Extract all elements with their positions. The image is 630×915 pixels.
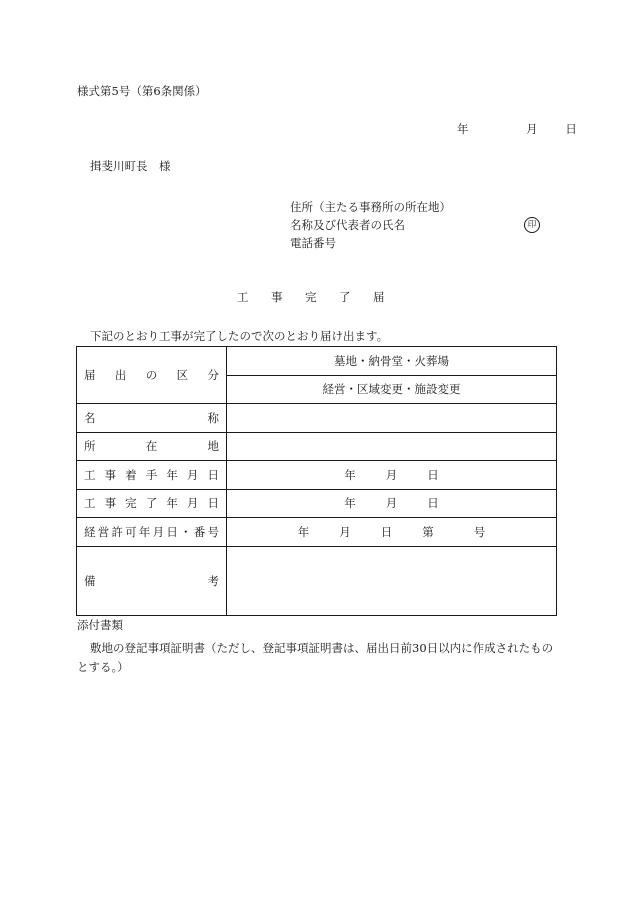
permit-label-cell: 経 営 許 可 年 月 日 ・ 番 号	[77, 518, 227, 547]
name-input-cell[interactable]	[227, 404, 557, 433]
completion-date-label-cell: 工 事 完 了 年 月 日	[77, 489, 227, 518]
sender-phone-label: 電話番号	[290, 236, 336, 250]
date-day-label: 日	[565, 122, 577, 136]
remarks-input-cell[interactable]	[227, 546, 557, 615]
category-label-cell: 届 出 の 区 分	[77, 347, 227, 404]
sender-block	[290, 198, 451, 252]
form-number: 様式第5号（第6条関係）	[77, 84, 207, 98]
addressee: 揖斐川町長 様	[90, 159, 171, 173]
title-char: 工	[237, 290, 249, 304]
date-year-label: 年	[457, 122, 469, 136]
start-date-label-cell: 工 事 着 手 年 月 日	[77, 461, 227, 490]
title-char: 完	[305, 290, 317, 304]
location-label-cell: 所 在 地	[77, 432, 227, 461]
title-char: 届	[373, 290, 385, 304]
attachments-body: 敷地の登記事項証明書（ただし、登記事項証明書は、届出日前30日以内に作成されたものとする。）	[77, 641, 554, 674]
completion-form-table	[76, 346, 557, 616]
permit-input-cell[interactable]: 年 月 日 第 号	[227, 518, 557, 547]
category-option-2[interactable]: 経営・区域変更・施設変更	[227, 375, 557, 404]
sender-name-label: 名称及び代表者の氏名	[290, 218, 405, 232]
date-month-label: 月	[526, 122, 538, 136]
sender-address-label: 住所（主たる事務所の所在地）	[290, 200, 451, 214]
seal-mark: 印	[524, 217, 540, 233]
location-input-cell[interactable]	[227, 432, 557, 461]
attachments-title: 添付書類	[77, 618, 123, 632]
name-label-cell: 名 称	[77, 404, 227, 433]
category-option-1[interactable]: 墓地・納骨堂・火葬場	[227, 347, 557, 376]
remarks-label-cell: 備 考	[77, 546, 227, 615]
submission-date-line	[457, 124, 577, 136]
title-char: 事	[271, 290, 283, 304]
start-date-input-cell[interactable]: 年 月 日	[227, 461, 557, 490]
intro-text: 下記のとおり工事が完了したので次のとおり届け出ます。	[90, 329, 389, 343]
completion-date-input-cell[interactable]: 年 月 日	[227, 489, 557, 518]
title-char: 了	[339, 290, 351, 304]
document-title	[237, 292, 407, 304]
